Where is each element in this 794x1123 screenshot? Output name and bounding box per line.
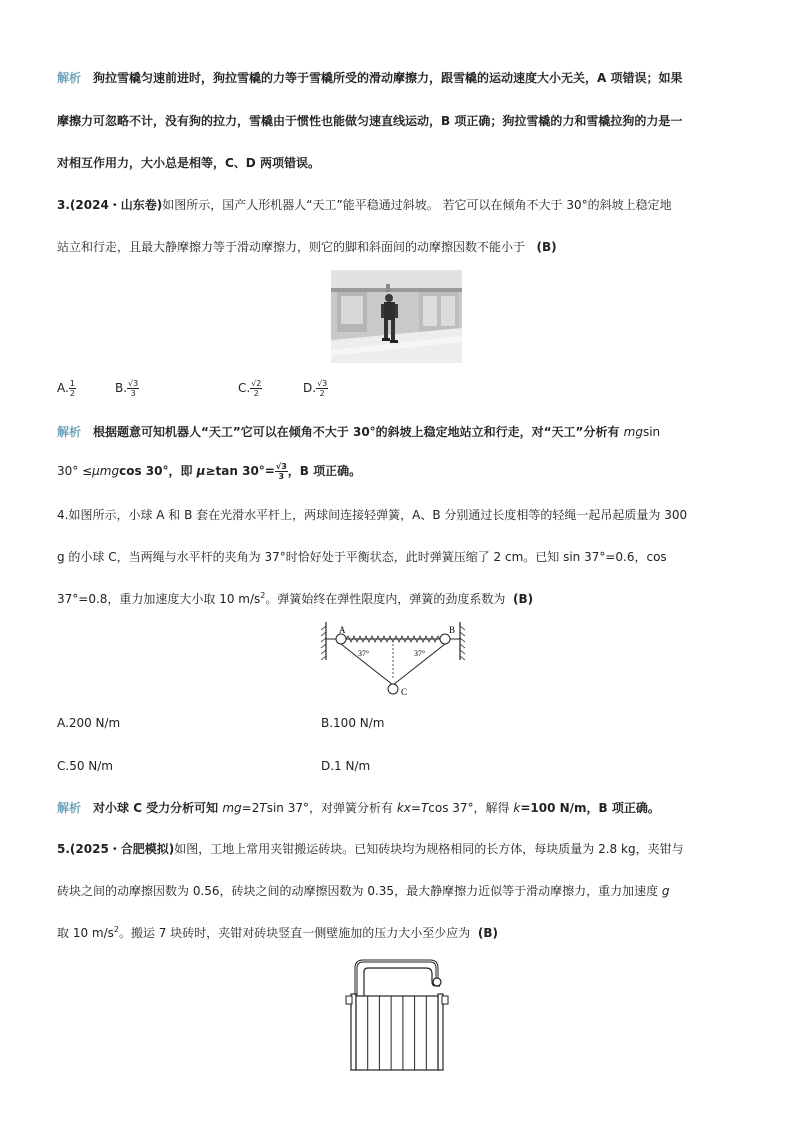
question-4-line-2: g 的小球 C，当两绳与水平杆的夹角为 37°时恰好处于平衡状态，此时弹簧压缩了 2 cm。已知 sin 37°=0.6，cos xyxy=(57,550,667,564)
superscript: 2 xyxy=(260,591,266,600)
question-4-option-a: A.200 N/m xyxy=(57,716,121,730)
question-3-line-1 xyxy=(57,196,672,214)
math-g: g xyxy=(661,884,670,898)
question-3-answer: (B) xyxy=(536,240,557,254)
question-4-text: 。弹簧始终在弹性限度内，弹簧的劲度系数为 xyxy=(265,592,506,606)
question-3-text-2: 站立和行走，且最大静摩擦力等于滑动摩擦力，则它的脚和斜面间的动摩擦因数不能小于 xyxy=(57,240,526,254)
question-5-source: 5.(2025・合肥模拟) xyxy=(57,842,175,856)
question-4-answer: (B) xyxy=(513,592,534,606)
denominator: 2 xyxy=(69,389,75,398)
option-d-fraction xyxy=(316,379,328,398)
analysis-text: 对小球 C 受力分析可知 xyxy=(93,801,223,815)
question-3-option-d xyxy=(303,379,328,398)
question-3-analysis-line-1 xyxy=(57,423,660,441)
option-d-letter: D. xyxy=(303,381,317,395)
math-t: T xyxy=(420,801,429,815)
question-5-text: 如图，工地上常用夹钳搬运砖块。已知砖块均为规格相同的长方体，每块质量为 2.8 kg，夹钳与 xyxy=(174,842,684,856)
question-4-option-d: D.1 N/m xyxy=(321,759,371,773)
analysis-text: 狗拉雪橇匀速前进时，狗拉雪橇的力等于雪橇所受的滑动摩擦力，跟雪橇的运动速度大小无关，A 项错误；如果 xyxy=(93,71,683,85)
math-fraction xyxy=(275,462,288,481)
analysis-text: ，B 项正确。 xyxy=(287,464,362,478)
math-text: = xyxy=(410,801,421,815)
option-a-fraction xyxy=(69,379,76,398)
question-5-answer: (B) xyxy=(477,926,499,940)
denominator: 3 xyxy=(130,389,136,398)
math-text: cos 37°，解得 xyxy=(428,801,514,815)
question-3-source: 3.(2024・山东卷) xyxy=(57,198,163,212)
brick-clamp-diagram xyxy=(340,956,456,1074)
robot-on-slope-photo xyxy=(331,270,462,363)
question-5-text: 取 10 m/s xyxy=(57,926,114,940)
question-4-line-3 xyxy=(57,590,533,608)
numerator: √2 xyxy=(251,379,262,388)
analysis-paragraph-1-line-1 xyxy=(57,69,683,87)
analysis-paragraph-1-line-2: 摩擦力可忽略不计，没有狗的拉力，雪橇由于惯性也能做匀速直线运动，B 项正确；狗拉雪橇的力和雪橇拉狗的力是一 xyxy=(57,114,683,128)
question-5-text: 。搬运 7 块砖时，夹钳对砖块竖直一侧壁施加的压力大小至少应为 xyxy=(118,926,471,940)
question-3-text: 如图所示，国产人形机器人“天工”能平稳通过斜坡。 若它可以在倾角不大于 30°的斜坡上稳定地 xyxy=(162,198,672,212)
question-5-text: 砖块之间的动摩擦因数为 0.56，砖块之间的动摩擦因数为 0.35，最大静摩擦力近似等于滑动摩擦力，重力加速度 xyxy=(57,884,662,898)
numerator: √3 xyxy=(275,462,287,471)
angle-left-label: 37° xyxy=(358,649,370,658)
analysis-label: 解析 xyxy=(57,71,82,85)
spring-balls-diagram xyxy=(318,620,468,698)
math-text: =2 xyxy=(241,801,260,815)
label-a: A xyxy=(339,625,346,635)
question-3-option-b xyxy=(115,379,139,398)
question-3-line-2 xyxy=(57,238,557,256)
superscript: 2 xyxy=(113,925,119,934)
numerator: √3 xyxy=(128,379,139,388)
analysis-text: 根据题意可知机器人“天工”它可以在倾角不大于 30°的斜坡上稳定地站立和行走，对“天工”分析有 xyxy=(93,425,624,439)
question-3-option-a xyxy=(57,379,76,398)
math-text: cos 30°，即 xyxy=(119,464,197,478)
angle-right-label: 37° xyxy=(414,649,426,658)
denominator: 2 xyxy=(253,389,259,398)
math-kx: kx xyxy=(396,801,411,815)
question-5-line-1 xyxy=(57,840,684,858)
math-k: k xyxy=(513,801,521,815)
math-text: sin 37°，对弹簧分析有 xyxy=(266,801,397,815)
question-5-line-3 xyxy=(57,924,498,942)
question-4-option-c: C.50 N/m xyxy=(57,759,113,773)
option-c-fraction xyxy=(250,379,262,398)
analysis-label: 解析 xyxy=(57,425,82,439)
option-b-letter: B. xyxy=(115,381,128,395)
question-3-option-c xyxy=(238,379,262,398)
numerator: 1 xyxy=(69,379,75,388)
question-5-line-2 xyxy=(57,882,670,900)
question-4-analysis xyxy=(57,799,660,817)
math-text: 30° ≤ xyxy=(57,464,93,478)
label-b: B xyxy=(449,625,456,635)
denominator: 2 xyxy=(319,389,325,398)
option-b-fraction xyxy=(127,379,139,398)
question-4-line-1: 4.如图所示，小球 A 和 B 套在光滑水平杆上，两球间连接轻弹簧，A、B 分别通过长度相等的轻绳一起吊起质量为 300 xyxy=(57,508,688,522)
option-c-letter: C. xyxy=(238,381,251,395)
label-c: C xyxy=(401,687,408,697)
analysis-paragraph-1-line-3: 对相互作用力，大小总是相等，C、D 两项错误。 xyxy=(57,156,320,170)
option-a-letter: A. xyxy=(57,381,69,395)
numerator: √3 xyxy=(317,379,328,388)
question-4-option-b: B.100 N/m xyxy=(321,716,385,730)
math-t: T xyxy=(259,801,267,815)
analysis-label: 解析 xyxy=(57,801,82,815)
analysis-text: =100 N/m，B 项正确。 xyxy=(520,801,660,815)
math-mu: μ xyxy=(196,464,206,478)
math-mg: mg xyxy=(222,801,242,815)
math-sin: sin xyxy=(642,425,661,439)
denominator: 3 xyxy=(278,472,285,481)
math-text: ≥tan 30°= xyxy=(205,464,275,478)
question-3-analysis-line-2 xyxy=(57,462,361,481)
math-mg: mg xyxy=(623,425,643,439)
question-4-text: 37°=0.8，重力加速度大小取 10 m/s xyxy=(57,592,261,606)
math-mu-mg: μmg xyxy=(92,464,120,478)
